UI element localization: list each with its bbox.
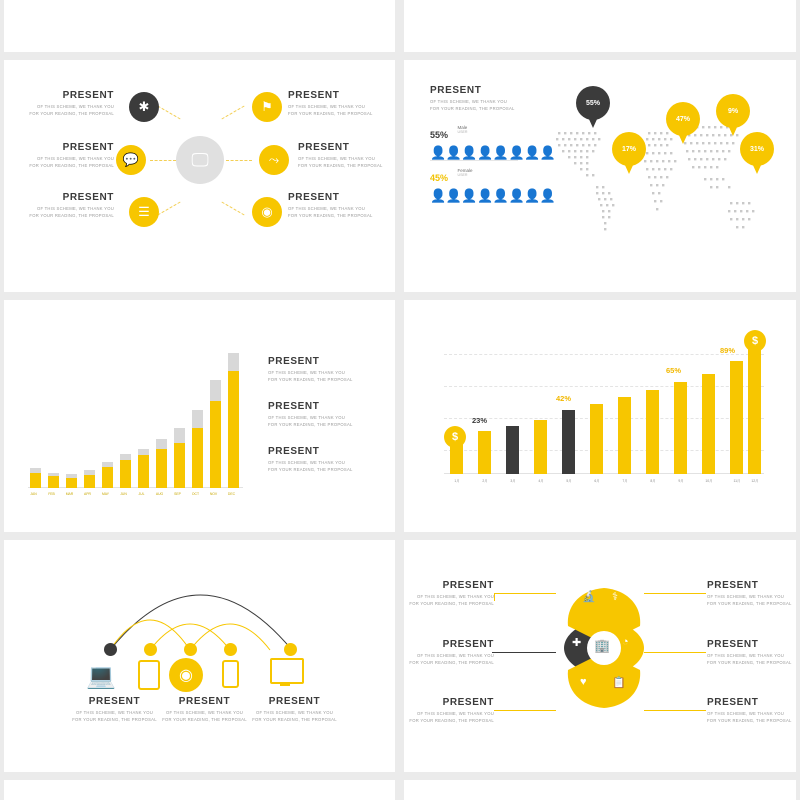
shield-icon: ✚ [572,637,582,649]
slide-two-column[interactable] [404,0,796,52]
bar-label: MAY [101,492,110,496]
text-line-2: FOR YOUR READING, THE PROPOSAL [409,717,494,723]
text-line-1: OF THIS SCHEME, WE THANK YOU [75,710,154,715]
chat-icon: 💬 [122,152,140,167]
node-dot[interactable] [284,643,297,656]
text-line-2: FOR YOUR READING, THE PROPOSAL [430,105,515,111]
text-title: PRESENT [442,580,494,591]
text-title: PRESENT [442,639,494,650]
text-line-1: OF THIS SCHEME, WE THANK YOU [288,206,366,211]
stat-percent: 55% [430,130,449,140]
phone-icon[interactable] [222,660,239,688]
heart-icon: ♥ [580,676,587,688]
connector-line [494,593,556,594]
connector-line [494,710,556,711]
text-block [288,90,383,117]
bar-label: DEC [227,492,236,496]
connector-line [494,593,495,601]
person-icon: 👤 [508,188,525,203]
person-icon: 👤 [508,145,525,160]
text-title: PRESENT [88,696,141,707]
person-icon: 👤 [524,145,540,160]
text-line-1: OF THIS SCHEME, WE THANK YOU [416,653,494,658]
text-line-2: FOR YOUR READING, THE PROPOSAL [707,600,792,606]
bar[interactable] [478,431,491,474]
connection-arcs [24,550,374,660]
text-block [268,446,378,473]
pill-icon: ◔ [622,636,629,648]
hub-circle[interactable] [176,136,224,184]
node-dot[interactable] [144,643,157,656]
bar-chart [28,340,243,496]
text-line-2: FOR YOUR READING, THE PROPOSAL [72,716,157,722]
bar[interactable] [66,478,77,488]
text-block [242,696,347,723]
bar-highlight[interactable] [562,410,575,474]
microscope-icon: 🔬 [582,591,596,603]
text-line-1: OF THIS SCHEME, WE THANK YOU [707,711,785,716]
text-title: PRESENT [268,401,320,412]
person-icon: 👤 [492,145,509,160]
slide-medical-petals[interactable] [404,540,796,772]
text-block [288,192,383,219]
bar[interactable] [210,401,221,488]
bar[interactable] [674,382,687,474]
stat-label: Female [457,168,473,173]
connector-line [221,106,244,120]
slide-next-left[interactable] [4,780,395,800]
connector-line [157,106,180,120]
stat-sublabel: USER [457,130,468,134]
text-line-1: OF THIS SCHEME, WE THANK YOU [36,104,114,109]
bar-label: NOV [209,492,218,496]
text-block [404,697,494,724]
map-pin[interactable] [716,94,750,128]
text-line-1: OF THIS SCHEME, WE THANK YOU [36,206,114,211]
bar-value-label: 89% [720,346,736,355]
text-block [14,142,114,169]
text-line-1: OF THIS SCHEME, WE THANK YOU [288,104,366,109]
bar-label: JUL [138,492,145,496]
node-dot[interactable] [224,643,237,656]
bar[interactable] [48,476,59,488]
bar-label: SEP [174,492,181,496]
text-title: PRESENT [268,356,320,367]
text-line-2: FOR YOUR READING, THE PROPOSAL [29,110,114,116]
monitor-stand [280,682,290,686]
text-title: PRESENT [62,142,114,153]
text-line-1: OF THIS SCHEME, WE THANK YOU [268,460,346,465]
text-title: PRESENT [288,90,340,101]
globe-icon[interactable]: ◉ [169,658,203,692]
bar[interactable] [120,460,131,488]
text-title: PRESENT [178,696,231,707]
slide-bar-growth[interactable] [4,300,395,532]
text-line-1: OF THIS SCHEME, WE THANK YOU [298,156,376,161]
spoke-globe[interactable] [252,197,282,227]
text-title: PRESENT [707,697,759,708]
connector-line [226,160,252,161]
laptop-icon[interactable]: 💻 [86,663,116,690]
chart-axis [444,473,764,474]
bar-label: 8月 [650,479,656,483]
text-line-2: FOR YOUR READING, THE PROPOSAL [707,659,792,665]
text-block [298,142,393,169]
tablet-icon[interactable] [138,660,160,690]
bar-label: 12月 [751,479,759,483]
divider [430,160,518,161]
text-line-2: FOR YOUR READING, THE PROPOSAL [707,717,792,723]
text-line-2: FOR YOUR READING, THE PROPOSAL [268,421,353,427]
bar[interactable] [156,449,167,488]
slide-hub-spokes[interactable] [4,60,395,292]
slide-next-right[interactable] [404,780,796,800]
bar-label: MAR [65,492,74,496]
text-block [24,192,114,219]
text-line-1: OF THIS SCHEME, WE THANK YOU [707,594,785,599]
person-icon: 👤 [477,188,493,203]
connector-line [492,652,556,653]
world-map [544,86,794,276]
person-icon: 👤 [445,188,462,203]
map-pin-value: 55% [585,99,600,107]
map-pin[interactable] [576,86,610,120]
dollar-icon: $ [444,426,466,448]
person-icon: 👤 [461,188,478,203]
share-icon: ⤳ [268,152,280,167]
spoke-flag[interactable] [252,92,282,122]
bar[interactable] [618,397,631,474]
gridline [444,418,764,419]
bar-value-label: 23% [472,416,488,425]
bar[interactable] [534,420,547,474]
map-pin-value: 47% [675,115,690,123]
map-pin-value: 9% [727,107,739,115]
bar-label: 2月 [482,479,488,483]
text-line-1: OF THIS SCHEME, WE THANK YOU [416,594,494,599]
bar[interactable] [702,374,715,474]
text-title: PRESENT [62,90,114,101]
monitor-icon: 🖵 [191,149,209,170]
text-block [268,401,378,428]
person-icon: 👤 [477,145,493,160]
stethoscope-icon: ⚕ [612,591,618,603]
slide-bar-milestones[interactable] [404,300,796,532]
globe-icon: ◉ [261,204,273,219]
text-line-2: FOR YOUR READING, THE PROPOSAL [29,212,114,218]
flag-icon: ⚑ [261,99,273,114]
bar[interactable] [228,371,239,488]
text-line-2: FOR YOUR READING, THE PROPOSAL [29,162,114,168]
bar-label: 6月 [594,479,600,483]
text-line-1: OF THIS SCHEME, WE THANK YOU [165,710,244,715]
text-line-2: FOR YOUR READING, THE PROPOSAL [162,716,247,722]
bar-chart [444,334,764,483]
bar[interactable] [590,404,603,474]
text-line-1: OF THIS SCHEME, WE THANK YOU [268,370,346,375]
bar-label: FEB [48,492,55,496]
text-line-2: FOR YOUR READING, THE PROPOSAL [252,716,337,722]
bar[interactable] [174,443,185,488]
bar-label: JUN [120,492,127,496]
text-block [268,356,378,383]
person-icon: 👤 [430,188,446,203]
text-line-1: OF THIS SCHEME, WE THANK YOU [416,711,494,716]
spoke-layers[interactable] [129,197,159,227]
map-pin-value: 31% [749,145,764,153]
text-title: PRESENT [707,580,759,591]
connector-line [150,160,176,161]
petal-cluster [554,578,654,718]
person-icon: 👤 [539,188,556,203]
monitor-icon[interactable] [270,658,304,684]
text-line-2: FOR YOUR READING, THE PROPOSAL [409,659,494,665]
person-icon: 👤 [430,145,446,160]
bar[interactable] [102,467,113,488]
person-icon: 👤 [461,145,478,160]
bar-label: APR [84,492,91,496]
text-title: PRESENT [288,192,340,203]
bar-label: 9月 [678,479,684,483]
bar-label: 10月 [705,479,713,483]
connector-line [221,202,244,216]
text-title: PRESENT [430,85,482,96]
node-dot[interactable] [184,643,197,656]
text-block [404,580,494,607]
bar-highlight[interactable] [506,426,519,474]
text-block [707,697,796,724]
bar-label: 5月 [566,479,572,483]
person-icon: 👤 [492,188,509,203]
text-block [430,85,526,112]
text-block [24,90,114,117]
text-line-1: OF THIS SCHEME, WE THANK YOU [707,653,785,658]
stat-male [430,125,556,159]
person-icon: 👤 [539,145,556,160]
map-pin[interactable] [740,132,774,166]
hospital-icon: 🏢 [594,638,611,653]
person-icon: 👤 [524,188,540,203]
text-block [404,639,494,666]
person-icon: 👤 [445,145,462,160]
gridline [444,450,764,451]
clipboard-icon: 📋 [612,677,626,689]
bar-value-label: 42% [556,394,572,403]
text-line-2: FOR YOUR READING, THE PROPOSAL [268,466,353,472]
bar-label: 4月 [538,479,544,483]
text-title: PRESENT [707,639,759,650]
text-title: PRESENT [62,192,114,203]
text-line-1: OF THIS SCHEME, WE THANK YOU [430,99,508,104]
gear-icon: ✱ [138,99,150,114]
connector-line [157,202,180,216]
stat-sublabel: USER [457,173,468,177]
bar[interactable] [730,361,743,474]
spoke-gear[interactable] [129,92,159,122]
text-line-2: FOR YOUR READING, THE PROPOSAL [288,212,373,218]
bar-label: OCT [191,492,200,496]
layers-icon: ☰ [138,204,150,219]
bar[interactable] [192,428,203,488]
stat-label: Male [457,125,468,130]
text-line-1: OF THIS SCHEME, WE THANK YOU [268,415,346,420]
bar[interactable] [646,390,659,474]
text-title: PRESENT [268,446,320,457]
spoke-chat[interactable] [116,145,146,175]
stat-female [430,168,556,202]
text-line-1: OF THIS SCHEME, WE THANK YOU [36,156,114,161]
spoke-share[interactable] [259,145,289,175]
bar[interactable] [30,473,41,488]
node-dot[interactable] [104,643,117,656]
stat-percent: 45% [430,173,449,183]
dollar-icon: $ [744,330,766,352]
text-line-2: FOR YOUR READING, THE PROPOSAL [298,162,383,168]
bar-label: JAN [30,492,37,496]
bar-label: 11月 [733,479,741,483]
text-title: PRESENT [298,142,350,153]
bar-value-label: 65% [666,366,682,375]
text-line-1: OF THIS SCHEME, WE THANK YOU [255,710,334,715]
text-line-2: FOR YOUR READING, THE PROPOSAL [268,376,353,382]
text-title: PRESENT [442,697,494,708]
bar-label: 1月 [454,479,460,483]
bar[interactable] [748,344,761,474]
map-pin[interactable] [612,132,646,166]
bar-label: AUG [155,492,164,496]
bar[interactable] [138,455,149,488]
text-line-2: FOR YOUR READING, THE PROPOSAL [409,600,494,606]
text-block [707,580,796,607]
map-pin[interactable] [666,102,700,136]
slide-timeline[interactable] [4,0,395,52]
gridline [444,354,764,355]
bar-label: 7月 [622,479,628,483]
slide-devices[interactable] [4,540,395,772]
gridline [444,386,764,387]
bar[interactable] [84,475,95,488]
text-line-2: FOR YOUR READING, THE PROPOSAL [288,110,373,116]
text-title: PRESENT [268,696,321,707]
map-pin-value: 17% [621,145,636,153]
bar-label: 3月 [510,479,516,483]
text-block [707,639,796,666]
slide-world-map[interactable] [404,60,796,292]
